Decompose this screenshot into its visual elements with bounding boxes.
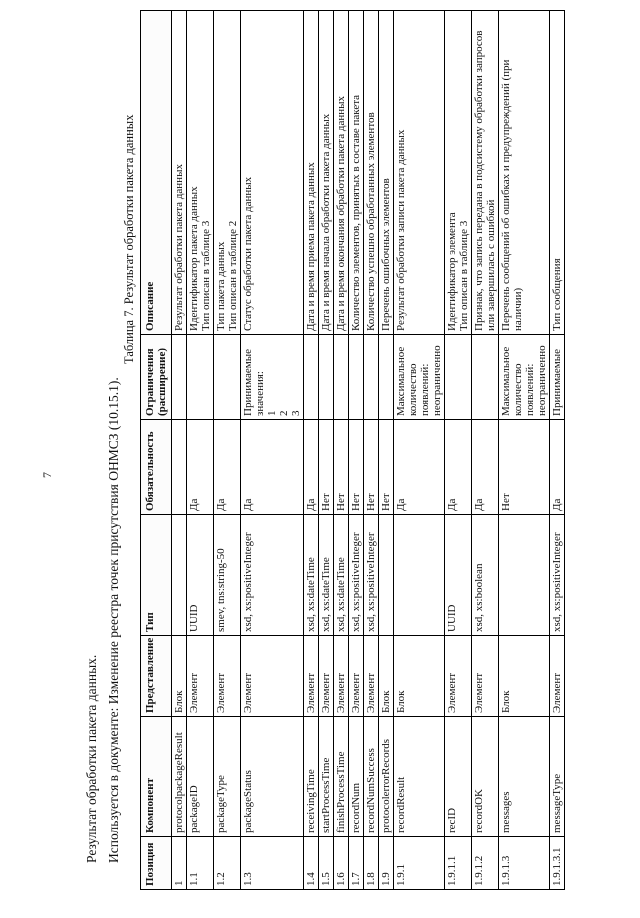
table-cell: Дата и время начала обработки пакета данных: [319, 11, 334, 335]
table-cell: Элемент: [187, 636, 214, 717]
table-cell: [364, 335, 379, 420]
table-cell: messageType: [550, 717, 565, 837]
table-cell: 1.9.1.3.1: [550, 837, 565, 890]
table-cell: Да: [241, 420, 304, 515]
table-row: [364, 11, 379, 890]
table-cell: xsd, xs:boolean: [472, 515, 499, 636]
table-cell: Элемент: [241, 636, 304, 717]
table-cell: Да: [214, 420, 241, 515]
table-cell: Нет: [334, 420, 349, 515]
table-cell: protocolerrorRecords: [379, 717, 394, 837]
table-cell: Элемент: [214, 636, 241, 717]
table-cell: 1.4: [304, 837, 319, 890]
table-cell: xsd, xs:dateTime: [304, 515, 319, 636]
column-header: Тип: [141, 515, 172, 636]
table-cell: Нет: [364, 420, 379, 515]
table-header-row: [141, 11, 172, 890]
result-table: [140, 10, 565, 890]
table-cell: packageType: [214, 717, 241, 837]
table-caption: Таблица 7. Результат обработки пакета данных: [122, 114, 136, 364]
intro-line-2: Используется в документе: Изменение реестра точек присутствия ОНМСЗ (10.15.1).: [106, 377, 121, 863]
table-cell: [349, 335, 364, 420]
column-header: Представление: [141, 636, 172, 717]
table-cell: Да: [187, 420, 214, 515]
table-row: [319, 11, 334, 890]
table-cell: 1.9.1.2: [472, 837, 499, 890]
table-cell: 1.6: [334, 837, 349, 890]
table-cell: Результат обработки пакета данных: [172, 11, 187, 335]
table-cell: recordNumSuccess: [364, 717, 379, 837]
table-cell: [172, 515, 187, 636]
table-cell: Элемент: [472, 636, 499, 717]
table-row: [499, 11, 550, 890]
table-cell: xsd, xs:dateTime: [334, 515, 349, 636]
table-cell: Статус обработки пакета данных: [241, 11, 304, 335]
table-cell: packageID: [187, 717, 214, 837]
table-cell: recordNum: [349, 717, 364, 837]
table-cell: finishProcessTime: [334, 717, 349, 837]
table-cell: Нет: [379, 420, 394, 515]
table-cell: Дата и время приема пакета данных: [304, 11, 319, 335]
table-cell: Элемент: [304, 636, 319, 717]
table-cell: Идентификатор пакета данных Тип описан в таблице 3: [187, 11, 214, 335]
table-cell: 1.3: [241, 837, 304, 890]
table-cell: recID: [445, 717, 472, 837]
table-cell: [472, 335, 499, 420]
intro-line-1: Результат обработки пакета данных.: [84, 654, 99, 863]
table-cell: Да: [304, 420, 319, 515]
table-cell: 1.5: [319, 837, 334, 890]
table-cell: [334, 335, 349, 420]
table-row: [241, 11, 304, 890]
table-cell: Да: [394, 420, 445, 515]
table-cell: Идентификатор элемента Тип описан в таблице 3: [445, 11, 472, 335]
table-cell: 1.9.1.1: [445, 837, 472, 890]
table-cell: Тип пакета данных Тип описан в таблице 2: [214, 11, 241, 335]
table-cell: Перечень ошибочных элементов: [379, 11, 394, 335]
table-cell: Блок: [172, 636, 187, 717]
table-cell: Да: [550, 420, 565, 515]
page-number: 7: [40, 472, 54, 478]
table-cell: Блок: [379, 636, 394, 717]
table-cell: xsd, xs:positiveInteger: [241, 515, 304, 636]
table-cell: Результат обработки записи пакета данных: [394, 11, 445, 335]
table-cell: receivingTime: [304, 717, 319, 837]
table-row: [304, 11, 319, 890]
table-cell: UUID: [187, 515, 214, 636]
table-cell: Нет: [319, 420, 334, 515]
column-header: Описание: [141, 11, 172, 335]
table-cell: Элемент: [334, 636, 349, 717]
table-row: [172, 11, 187, 890]
table-cell: UUID: [445, 515, 472, 636]
table-row: [187, 11, 214, 890]
table-cell: 1.9.1: [394, 837, 445, 890]
table-cell: [394, 515, 445, 636]
table-cell: Элемент: [445, 636, 472, 717]
table-cell: Блок: [394, 636, 445, 717]
table-cell: Принимаемые значения: 1 2 3: [241, 335, 304, 420]
table-row: [349, 11, 364, 890]
table-cell: startProcessTime: [319, 717, 334, 837]
table-cell: 1.8: [364, 837, 379, 890]
table-cell: [445, 335, 472, 420]
column-header: Компонент: [141, 717, 172, 837]
table-cell: [319, 335, 334, 420]
table-cell: recordResult: [394, 717, 445, 837]
table-row: [445, 11, 472, 890]
table-cell: 1.2: [214, 837, 241, 890]
table-cell: Признак, что запись передана в подсистему обработки запросов или завершилась с ошибкой: [472, 11, 499, 335]
table-cell: messages: [499, 717, 550, 837]
table-cell: 1: [172, 837, 187, 890]
table-cell: 1.9.1.3: [499, 837, 550, 890]
column-header: Ограничения (расширение): [141, 335, 172, 420]
table-cell: Да: [472, 420, 499, 515]
table-row: [214, 11, 241, 890]
table-body: [172, 11, 565, 890]
table-cell: 1.1: [187, 837, 214, 890]
table-cell: Максимальное количество появлений: неограниченно: [499, 335, 550, 420]
table-row: [334, 11, 349, 890]
table-row: [379, 11, 394, 890]
table-cell: Да: [445, 420, 472, 515]
column-header: Позиция: [141, 837, 172, 890]
table-cell: [214, 335, 241, 420]
table-cell: Принимаемые: [550, 335, 565, 420]
table-cell: Блок: [499, 636, 550, 717]
table-row: [472, 11, 499, 890]
table-cell: smev, tns:string-50: [214, 515, 241, 636]
table-cell: recordOK: [472, 717, 499, 837]
table-cell: xsd, xs:positiveInteger: [364, 515, 379, 636]
table-cell: Дата и время окончания обработки пакета данных: [334, 11, 349, 335]
table-cell: xsd, xs:dateTime: [319, 515, 334, 636]
table-cell: packageStatus: [241, 717, 304, 837]
table-cell: [499, 515, 550, 636]
table-cell: [172, 420, 187, 515]
table-cell: Элемент: [364, 636, 379, 717]
table-cell: Элемент: [319, 636, 334, 717]
table-cell: 1.7: [349, 837, 364, 890]
table-cell: xsd, xs:positiveInteger: [349, 515, 364, 636]
table-cell: Количество успешно обработанных элементов: [364, 11, 379, 335]
table-cell: [187, 335, 214, 420]
table-cell: Элемент: [550, 636, 565, 717]
table-cell: Тип сообщения: [550, 11, 565, 335]
table-cell: [379, 515, 394, 636]
table-cell: [379, 335, 394, 420]
table-row: [550, 11, 565, 890]
table-row: [394, 11, 445, 890]
table-cell: 1.9: [379, 837, 394, 890]
table-cell: protocolpackageResult: [172, 717, 187, 837]
table-cell: [172, 335, 187, 420]
table-cell: [304, 335, 319, 420]
table-cell: Максимальное количество появлений: неограниченно: [394, 335, 445, 420]
table-cell: xsd, xs:positiveInteger: [550, 515, 565, 636]
table-cell: Количество элементов, принятых в составе пакета: [349, 11, 364, 335]
table-cell: Нет: [349, 420, 364, 515]
table-cell: Перечень сообщений об ошибках и предупреждений (при наличии): [499, 11, 550, 335]
column-header: Обязательность: [141, 420, 172, 515]
table-cell: Элемент: [349, 636, 364, 717]
table-cell: Нет: [499, 420, 550, 515]
